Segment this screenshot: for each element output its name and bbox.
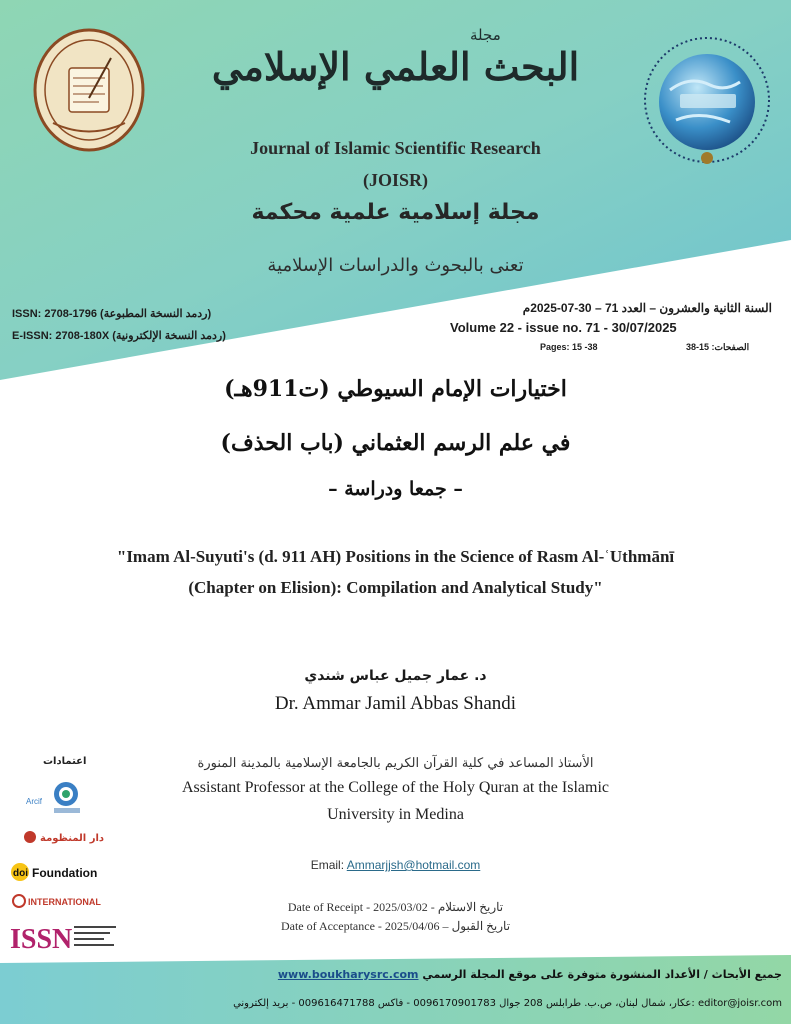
international-text: INTERNATIONAL <box>28 897 101 907</box>
journal-subtitle-ar: مجلة إسلامية علمية محكمة <box>251 200 540 225</box>
journal-title-prefix-ar: مجلة <box>470 26 501 44</box>
issn-print: ISSN: 2708-1796 (ردمد النسخة المطبوعة) <box>12 308 212 320</box>
issn-block <box>12 303 342 347</box>
email-label: Email: <box>310 858 347 872</box>
footer-archive-line <box>0 968 782 981</box>
article-title-en-line2: (Chapter on Elision): Compilation and Analytical Study" <box>188 578 603 597</box>
article-title-ar-line1: اختيارات الإمام السيوطي (ت911هـ) <box>224 376 567 402</box>
email-link[interactable]: Ammarjjsh@hotmail.com <box>346 858 481 872</box>
arcif-logo <box>24 780 86 816</box>
footer-website-link[interactable]: www.boukharysrc.com <box>277 968 419 981</box>
footer-contact-line: عكار، شمال لبنان، ص.ب. طرابلس 208 جوال 0096170901783 - فاكس 009616471788 - بريد إلكتروني: editor@joisr.com <box>233 998 782 1009</box>
pages-ar: الصفحات: 15-38 <box>686 342 750 352</box>
affiliation-en-line2: University in Medina <box>327 806 464 823</box>
date-of-receipt: Date of Receipt - 2025/03/02 - تاريخ الاستلام <box>287 900 504 914</box>
volume-info-en: Volume 22 - issue no. 71 - 30/07/2025 <box>450 320 677 335</box>
doi-foundation-text: Foundation <box>32 866 98 880</box>
footer-background <box>0 955 791 1024</box>
affiliation-en-line1: Assistant Professor at the College of the Holy Quran at the Islamic <box>181 779 609 796</box>
issn-center-logo <box>10 920 120 954</box>
accreditations-label: اعتمادات <box>43 756 87 767</box>
journal-title-ar: البحث العلمي الإسلامي <box>211 44 580 89</box>
journal-description-ar: تعنى بالبحوث والدراسات الإسلامية <box>267 255 524 276</box>
dar-almandumah-logo <box>22 828 105 850</box>
issn-electronic: E-ISSN: 2708-180X (ردمد النسخة الإلكترونية) <box>12 330 226 342</box>
footer-archive-text: جميع الأبحاث / الأعداد المنشورة متوفرة على موقع المجلة الرسمي <box>422 968 782 981</box>
author-name-ar: د. عمار جميل عباس شندي <box>304 668 487 684</box>
arcif-text: Arcif <box>26 797 42 806</box>
article-title-ar-line2: في علم الرسم العثماني (باب الحذف) <box>220 430 571 456</box>
article-title-en-line1: "Imam Al-Suyuti's (d. 911 AH) Positions in the Science of Rasm Al-ʿUthmānī <box>116 547 675 566</box>
author-name-en: Dr. Ammar Jamil Abbas Shandi <box>274 693 517 714</box>
doi-foundation-logo <box>10 862 102 882</box>
volume-info-ar: السنة الثانية والعشرون – العدد 71 – 30-07-2025م <box>522 301 772 315</box>
journal-title-en: Journal of Islamic Scientific Research <box>250 138 541 158</box>
manzumah-text: دار المنظومة <box>40 833 105 844</box>
affiliation-ar: الأستاذ المساعد في كلية القرآن الكريم بالجامعة الإسلامية بالمدينة المنورة <box>197 756 594 771</box>
date-of-acceptance: Date of Acceptance - 2025/04/06 – تاريخ القبول <box>280 919 511 933</box>
doi-text: doi <box>13 868 28 879</box>
issn-logo-text: ISSN <box>10 924 73 955</box>
journal-abbreviation: (JOISR) <box>362 170 428 190</box>
international-indexing-logo <box>12 892 101 910</box>
email-line <box>0 858 791 872</box>
pages-en: Pages: 15 -38 <box>540 342 598 352</box>
article-title-ar-line3: – جمعا ودراسة – <box>328 478 463 500</box>
